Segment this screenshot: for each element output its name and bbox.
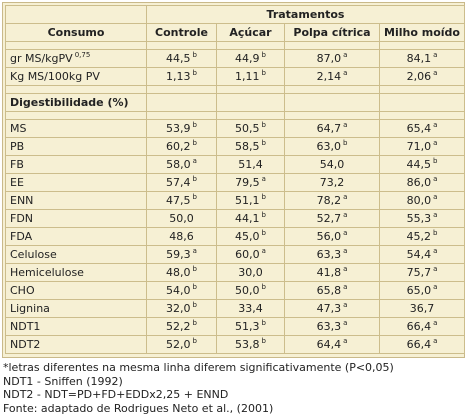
row-label bbox=[6, 156, 147, 174]
significance-letter: b bbox=[192, 300, 197, 309]
row-label bbox=[6, 50, 147, 68]
blank-cell bbox=[147, 42, 217, 50]
significance-letter: b bbox=[261, 228, 266, 237]
significance-letter: b bbox=[192, 282, 197, 291]
significance-letter: b bbox=[192, 174, 197, 183]
significance-letter: b bbox=[261, 282, 266, 291]
section-consumo-title: Consumo bbox=[6, 24, 147, 42]
cell-value: 2,14 bbox=[316, 69, 342, 83]
value-cell bbox=[217, 120, 285, 138]
cell-value: 59,3 bbox=[166, 247, 191, 261]
significance-letter: b bbox=[192, 68, 197, 77]
significance-letter: b bbox=[192, 50, 197, 59]
value-cell bbox=[217, 68, 285, 86]
row-label bbox=[6, 264, 147, 282]
table-row bbox=[6, 156, 465, 174]
value-cell bbox=[217, 336, 285, 354]
blank-cell bbox=[217, 86, 285, 94]
significance-letter: b bbox=[261, 210, 266, 219]
value-cell bbox=[380, 282, 465, 300]
table-row bbox=[6, 336, 465, 354]
cell-value: 51,3 bbox=[235, 319, 260, 333]
row-label bbox=[6, 228, 147, 246]
value-cell bbox=[285, 282, 380, 300]
row-label bbox=[6, 282, 147, 300]
value-cell bbox=[285, 210, 380, 228]
blank-cell bbox=[380, 112, 465, 120]
significance-letter: a bbox=[433, 174, 438, 183]
significance-letter: a bbox=[343, 192, 348, 201]
significance-letter: a bbox=[433, 68, 438, 77]
significance-letter: a bbox=[433, 210, 438, 219]
blank-cell bbox=[6, 42, 147, 50]
value-cell bbox=[217, 246, 285, 264]
significance-letter: b bbox=[192, 336, 197, 345]
table-row bbox=[6, 300, 465, 318]
cell-value: 58,5 bbox=[235, 139, 260, 153]
cell-value: 75,7 bbox=[406, 265, 432, 279]
cell-value: 86,0 bbox=[406, 175, 432, 189]
significance-letter: a bbox=[433, 318, 438, 327]
cell-value: 63,0 bbox=[316, 139, 342, 153]
value-cell bbox=[285, 192, 380, 210]
cell-value: 32,0 bbox=[166, 301, 191, 315]
cell-value: 51,1 bbox=[235, 193, 260, 207]
value-cell bbox=[147, 210, 217, 228]
significance-letter: b bbox=[192, 120, 197, 129]
blank-cell bbox=[285, 94, 380, 112]
significance-letter: a bbox=[433, 138, 438, 147]
cell-value: 54,4 bbox=[406, 247, 432, 261]
significance-letter: a bbox=[433, 264, 438, 273]
cell-value: 64,7 bbox=[316, 121, 342, 135]
blank-cell bbox=[6, 112, 147, 120]
value-cell bbox=[285, 120, 380, 138]
value-cell bbox=[380, 300, 465, 318]
significance-letter: b bbox=[192, 138, 197, 147]
cell-value: 56,0 bbox=[316, 229, 342, 243]
cell-value: 65,4 bbox=[406, 121, 432, 135]
significance-letter: b bbox=[261, 318, 266, 327]
footnotes bbox=[3, 361, 463, 415]
significance-letter: a bbox=[433, 246, 438, 255]
table-row bbox=[6, 282, 465, 300]
spacer-row bbox=[6, 112, 465, 120]
cell-value: 45,2 bbox=[406, 229, 432, 243]
table-row bbox=[6, 318, 465, 336]
significance-letter: a bbox=[261, 174, 266, 183]
footnote-ndt2: NDT2 - NDT=PD+FD+EDDx2,25 + ENND bbox=[3, 388, 229, 401]
row-label-text: Hemicelulose bbox=[10, 265, 84, 279]
cell-value: 66,4 bbox=[406, 319, 432, 333]
value-cell bbox=[380, 228, 465, 246]
cell-value: 30,0 bbox=[238, 265, 263, 279]
row-label-text: FB bbox=[10, 157, 24, 171]
value-cell bbox=[285, 50, 380, 68]
significance-letter: a bbox=[433, 336, 438, 345]
value-cell bbox=[380, 174, 465, 192]
blank-cell bbox=[147, 94, 217, 112]
row-label-text: Kg MS/100kg PV bbox=[10, 69, 100, 83]
significance-letter: a bbox=[192, 246, 197, 255]
significance-letter: a bbox=[343, 264, 348, 273]
row-label-text: NDT1 bbox=[10, 319, 41, 333]
value-cell bbox=[380, 50, 465, 68]
value-cell bbox=[285, 300, 380, 318]
cell-value: 64,4 bbox=[316, 337, 342, 351]
significance-letter: b bbox=[261, 336, 266, 345]
value-cell bbox=[285, 68, 380, 86]
significance-letter: b bbox=[192, 264, 197, 273]
significance-letter: a bbox=[433, 50, 438, 59]
cell-value: 58,0 bbox=[166, 157, 191, 171]
value-cell bbox=[285, 336, 380, 354]
header-group-row bbox=[6, 6, 465, 24]
significance-letter: a bbox=[343, 336, 348, 345]
value-cell bbox=[380, 192, 465, 210]
value-cell bbox=[147, 120, 217, 138]
cell-value: 66,4 bbox=[406, 337, 432, 351]
value-cell bbox=[217, 174, 285, 192]
header-tratamentos: Tratamentos bbox=[147, 6, 465, 24]
value-cell bbox=[285, 264, 380, 282]
blank-cell bbox=[217, 94, 285, 112]
significance-letter: a bbox=[343, 120, 348, 129]
value-cell bbox=[147, 138, 217, 156]
value-cell bbox=[380, 318, 465, 336]
value-cell bbox=[217, 300, 285, 318]
row-label-text: CHO bbox=[10, 283, 35, 297]
row-label-superscript: 0,75 bbox=[74, 50, 91, 59]
table-row bbox=[6, 174, 465, 192]
value-cell bbox=[147, 282, 217, 300]
cell-value: 2,06 bbox=[406, 69, 432, 83]
row-label-text: gr MS/kgPV bbox=[10, 51, 73, 65]
cell-value: 60,2 bbox=[166, 139, 191, 153]
section-digestibilidade-row bbox=[6, 94, 465, 112]
significance-letter: a bbox=[343, 50, 348, 59]
table-row bbox=[6, 138, 465, 156]
row-label-text: FDN bbox=[10, 211, 34, 225]
spacer-row bbox=[6, 42, 465, 50]
cell-value: 63,3 bbox=[316, 247, 342, 261]
value-cell bbox=[285, 318, 380, 336]
blank-cell bbox=[217, 112, 285, 120]
significance-letter: a bbox=[343, 68, 348, 77]
value-cell bbox=[147, 228, 217, 246]
header-milho-moido: Milho moído bbox=[380, 24, 465, 42]
cell-value: 52,0 bbox=[166, 337, 191, 351]
cell-value: 41,8 bbox=[316, 265, 342, 279]
cell-value: 45,0 bbox=[235, 229, 260, 243]
cell-value: 44,5 bbox=[406, 157, 432, 171]
cell-value: 78,2 bbox=[316, 193, 342, 207]
blank-cell bbox=[6, 86, 147, 94]
value-cell bbox=[285, 228, 380, 246]
header-acucar: Açúcar bbox=[217, 24, 285, 42]
row-label bbox=[6, 174, 147, 192]
significance-letter: b bbox=[433, 228, 438, 237]
cell-value: 52,7 bbox=[316, 211, 342, 225]
blank-cell bbox=[147, 112, 217, 120]
cell-value: 53,9 bbox=[166, 121, 191, 135]
header-blank-cell bbox=[6, 6, 147, 24]
results-table-panel bbox=[2, 2, 465, 358]
row-label-text: NDT2 bbox=[10, 337, 41, 351]
cell-value: 50,0 bbox=[169, 211, 194, 225]
cell-value: 51,4 bbox=[238, 157, 263, 171]
cell-value: 65,8 bbox=[316, 283, 342, 297]
cell-value: 84,1 bbox=[406, 51, 432, 65]
results-table bbox=[5, 5, 465, 354]
value-cell bbox=[380, 336, 465, 354]
cell-value: 54,0 bbox=[319, 157, 345, 171]
cell-value: 63,3 bbox=[316, 319, 342, 333]
footnote-ndt1: NDT1 - Sniffen (1992) bbox=[3, 374, 123, 388]
cell-value: 71,0 bbox=[406, 139, 432, 153]
significance-letter: b bbox=[192, 318, 197, 327]
value-cell bbox=[380, 68, 465, 86]
value-cell bbox=[285, 246, 380, 264]
cell-value: 55,3 bbox=[406, 211, 432, 225]
table-row bbox=[6, 246, 465, 264]
blank-cell bbox=[285, 112, 380, 120]
value-cell bbox=[147, 264, 217, 282]
cell-value: 65,0 bbox=[406, 283, 432, 297]
value-cell bbox=[380, 210, 465, 228]
cell-value: 44,9 bbox=[235, 51, 260, 65]
significance-letter: a bbox=[261, 246, 266, 255]
value-cell bbox=[217, 318, 285, 336]
cell-value: 80,0 bbox=[406, 193, 432, 207]
cell-value: 1,13 bbox=[166, 69, 191, 83]
cell-value: 87,0 bbox=[316, 51, 342, 65]
significance-letter: a bbox=[192, 156, 197, 165]
row-label bbox=[6, 318, 147, 336]
significance-letter: a bbox=[343, 228, 348, 237]
value-cell bbox=[380, 264, 465, 282]
table-row bbox=[6, 192, 465, 210]
value-cell bbox=[285, 156, 380, 174]
value-cell bbox=[147, 300, 217, 318]
cell-value: 60,0 bbox=[235, 247, 260, 261]
value-cell bbox=[217, 138, 285, 156]
significance-letter: b bbox=[261, 68, 266, 77]
table-row bbox=[6, 264, 465, 282]
significance-letter: a bbox=[343, 318, 348, 327]
table-row bbox=[6, 50, 465, 68]
table-row bbox=[6, 210, 465, 228]
row-label bbox=[6, 68, 147, 86]
value-cell bbox=[147, 156, 217, 174]
cell-value: 50,5 bbox=[235, 121, 260, 135]
value-cell bbox=[217, 264, 285, 282]
row-label bbox=[6, 336, 147, 354]
row-label-text: EE bbox=[10, 175, 24, 189]
cell-value: 57,4 bbox=[166, 175, 191, 189]
row-label-text: FDA bbox=[10, 229, 33, 243]
significance-letter: b bbox=[192, 192, 197, 201]
value-cell bbox=[217, 282, 285, 300]
cell-value: 73,2 bbox=[319, 175, 345, 189]
footnote-source: Fonte: adaptado de Rodrigues Neto et al., (2001) bbox=[3, 401, 274, 415]
value-cell bbox=[217, 192, 285, 210]
row-label bbox=[6, 138, 147, 156]
blank-cell bbox=[285, 86, 380, 94]
significance-letter: a bbox=[433, 192, 438, 201]
value-cell bbox=[380, 156, 465, 174]
row-label-text: MS bbox=[10, 121, 27, 135]
value-cell bbox=[147, 192, 217, 210]
blank-cell bbox=[217, 42, 285, 50]
cell-value: 44,1 bbox=[235, 211, 260, 225]
blank-cell bbox=[285, 42, 380, 50]
cell-value: 36,7 bbox=[409, 301, 435, 315]
value-cell bbox=[285, 174, 380, 192]
value-cell bbox=[147, 246, 217, 264]
row-label bbox=[6, 210, 147, 228]
cell-value: 48,0 bbox=[166, 265, 191, 279]
row-label bbox=[6, 246, 147, 264]
blank-cell bbox=[147, 86, 217, 94]
significance-letter: a bbox=[433, 282, 438, 291]
significance-letter: a bbox=[343, 300, 348, 309]
blank-cell bbox=[380, 42, 465, 50]
significance-letter: a bbox=[343, 246, 348, 255]
cell-value: 47,3 bbox=[316, 301, 342, 315]
significance-letter: a bbox=[343, 282, 348, 291]
cell-value: 1,11 bbox=[235, 69, 260, 83]
table-row bbox=[6, 68, 465, 86]
cell-value: 33,4 bbox=[238, 301, 263, 315]
value-cell bbox=[147, 318, 217, 336]
value-cell bbox=[380, 138, 465, 156]
blank-cell bbox=[380, 86, 465, 94]
section-digestibilidade-title: Digestibilidade (%) bbox=[6, 94, 147, 112]
significance-letter: b bbox=[261, 138, 266, 147]
cell-value: 48,6 bbox=[169, 229, 194, 243]
significance-letter: a bbox=[433, 120, 438, 129]
footnote-significance: *letras diferentes na mesma linha diferem significativamente (P<0,05) bbox=[3, 361, 394, 374]
cell-value: 54,0 bbox=[166, 283, 191, 297]
significance-letter: a bbox=[343, 210, 348, 219]
value-cell bbox=[285, 138, 380, 156]
significance-letter: b bbox=[261, 50, 266, 59]
cell-value: 44,5 bbox=[166, 51, 191, 65]
row-label-text: Celulose bbox=[10, 247, 57, 261]
row-label bbox=[6, 192, 147, 210]
value-cell bbox=[217, 156, 285, 174]
significance-letter: b bbox=[261, 192, 266, 201]
row-label-text: ENN bbox=[10, 193, 34, 207]
significance-letter: b bbox=[343, 138, 348, 147]
cell-value: 53,8 bbox=[235, 337, 260, 351]
significance-letter: b bbox=[433, 156, 438, 165]
row-label bbox=[6, 120, 147, 138]
row-label-text: Lignina bbox=[10, 301, 50, 315]
cell-value: 50,0 bbox=[235, 283, 260, 297]
cell-value: 47,5 bbox=[166, 193, 191, 207]
value-cell bbox=[217, 50, 285, 68]
value-cell bbox=[147, 50, 217, 68]
row-label-text: PB bbox=[10, 139, 25, 153]
value-cell bbox=[217, 210, 285, 228]
value-cell bbox=[147, 68, 217, 86]
header-polpa-citrica: Polpa cítrica bbox=[285, 24, 380, 42]
spacer-row bbox=[6, 86, 465, 94]
cell-value: 52,2 bbox=[166, 319, 191, 333]
significance-letter: b bbox=[261, 120, 266, 129]
cell-value: 79,5 bbox=[235, 175, 260, 189]
value-cell bbox=[380, 246, 465, 264]
value-cell bbox=[217, 228, 285, 246]
value-cell bbox=[147, 174, 217, 192]
value-cell bbox=[380, 120, 465, 138]
table-row bbox=[6, 120, 465, 138]
blank-cell bbox=[380, 94, 465, 112]
value-cell bbox=[147, 336, 217, 354]
row-label bbox=[6, 300, 147, 318]
table-row bbox=[6, 228, 465, 246]
header-columns-row bbox=[6, 24, 465, 42]
header-controle: Controle bbox=[147, 24, 217, 42]
